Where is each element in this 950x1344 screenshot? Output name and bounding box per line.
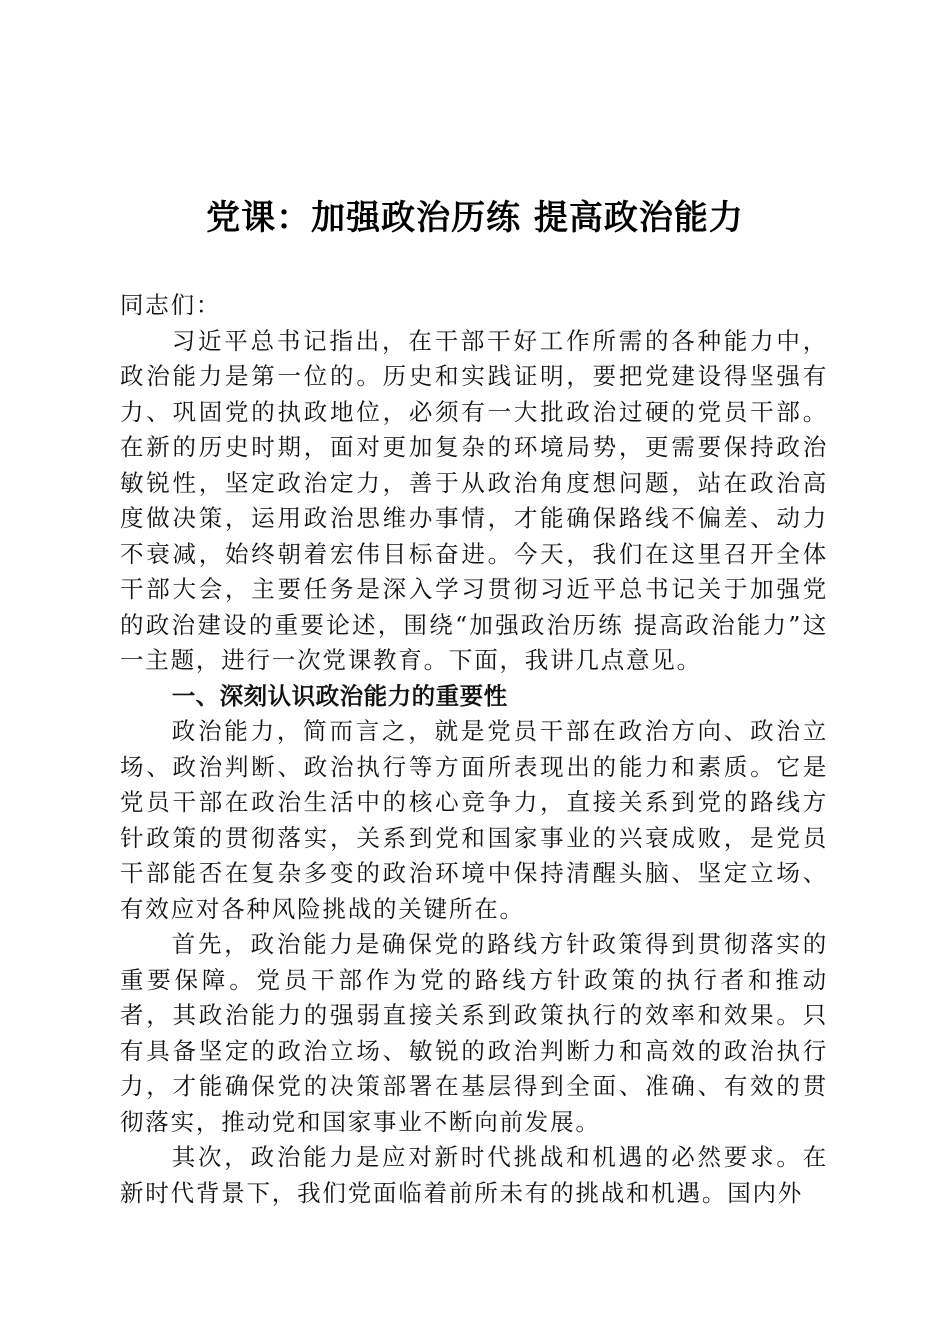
document-body bbox=[120, 288, 828, 1211]
document-title: 党课：加强政治历练 提高政治能力 bbox=[206, 198, 744, 238]
salutation: 同志们： bbox=[120, 291, 222, 319]
body-paragraph: 其次，政治能力是应对新时代挑战和机遇的必然要求。在新时代背景下，我们党面临着前所未有的挑战和机遇。国内外 bbox=[120, 1143, 828, 1207]
section-heading: 一、深刻认识政治能力的重要性 bbox=[171, 681, 508, 710]
body-paragraph: 首先，政治能力是确保党的路线方针政策得到贯彻落实的重要保障。党员干部作为党的路线方针政策的执行者和推动者，其政治能力的强弱直接关系到政策执行的效率和效果。只有具备坚定的政治立场、敏锐的政治判断力和高效的政治执行力，才能确保党的决策部署在基层得到全面、准确、有效的贯彻落实，推动党和国家事业不断向前发展。 bbox=[120, 930, 828, 1136]
intro-paragraph: 习近平总书记指出，在干部干好工作所需的各种能力中，政治能力是第一位的。历史和实践证明，要把党建设得坚强有力、巩固党的执政地位，必须有一大批政治过硬的党员干部。在新的历史时期，面对更加复杂的环境局势，更需要保持政治敏锐性，坚定政治定力，善于从政治角度想问题，站在政治高度做决策，运用政治思维办事情，才能确保路线不偏差、动力不衰减，始终朝着宏伟目标奋进。今天，我们在这里召开全体干部大会，主要任务是深入学习贯彻习近平总书记关于加强党的政治建设的重要论述，围绕“加强政治历练 提高政治能力”这一主题，进行一次党课教育。下面，我讲几点意见。 bbox=[120, 326, 828, 674]
body-paragraph: 政治能力，简而言之，就是党员干部在政治方向、政治立场、政治判断、政治执行等方面所表现出的能力和素质。它是党员干部在政治生活中的核心竞争力，直接关系到党的路线方针政策的贯彻落实，关系到党和国家事业的兴衰成败，是党员干部能否在复杂多变的政治环境中保持清醒头脑、坚定立场、有效应对各种风险挑战的关键所在。 bbox=[120, 717, 828, 923]
